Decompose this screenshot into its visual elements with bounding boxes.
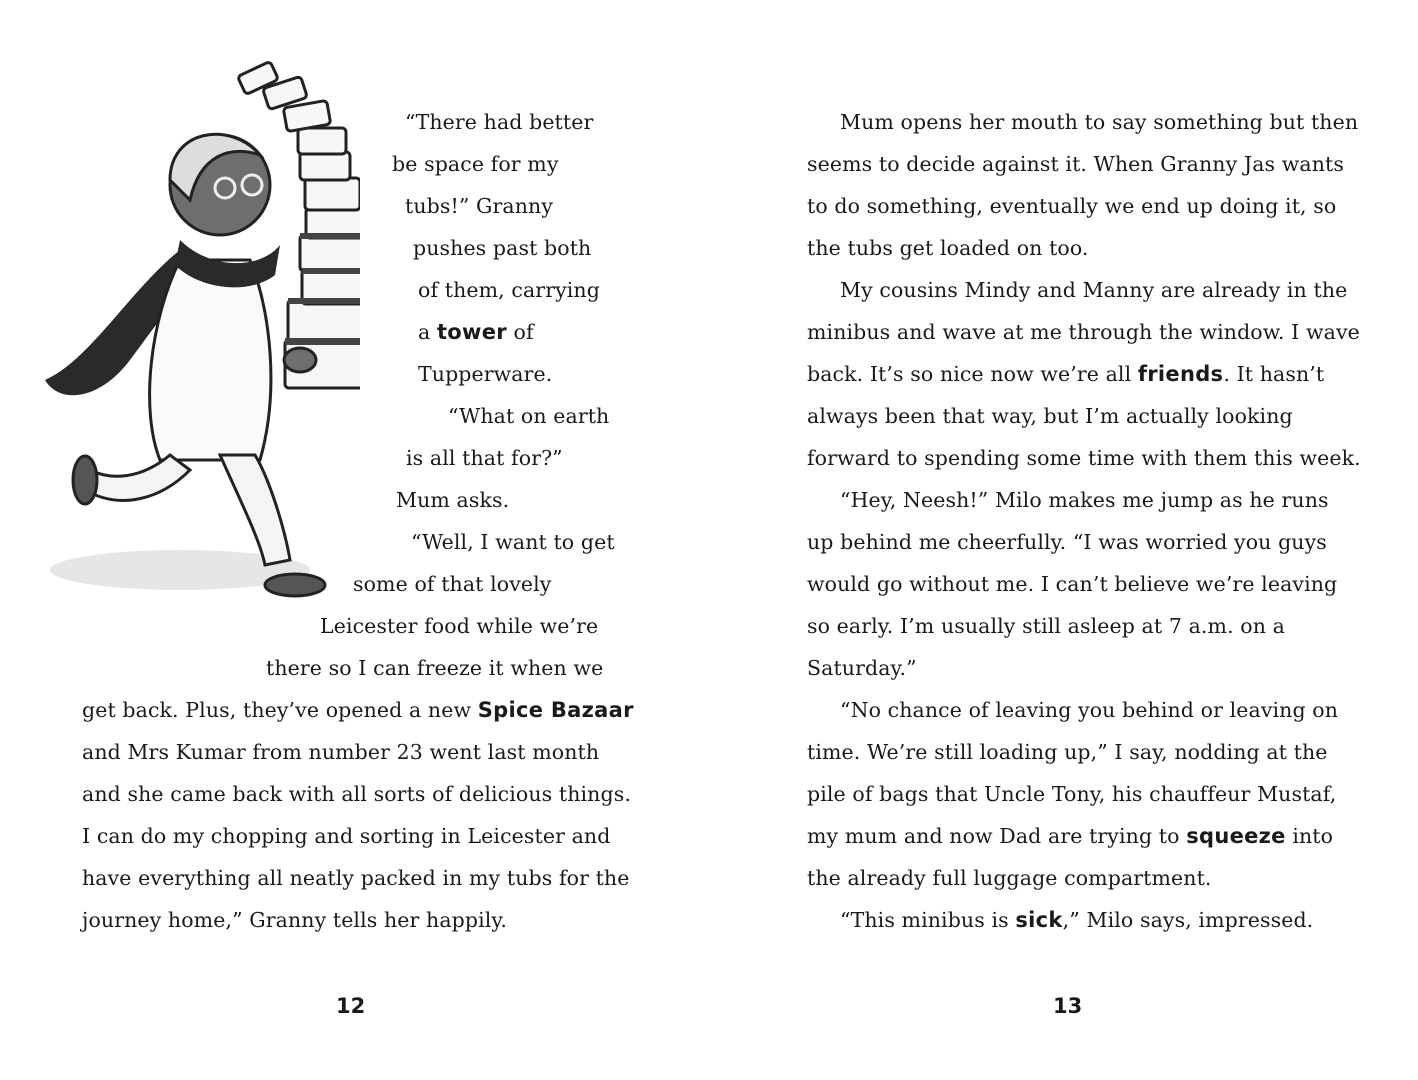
- text-segment: my mum and now Dad are trying to: [807, 824, 1187, 848]
- text-segment: journey home,” Granny tells her happily.: [82, 908, 507, 932]
- text-segment: My cousins Mindy and Manny are already in the: [840, 278, 1348, 302]
- text-line: [392, 150, 559, 178]
- text-line: [807, 822, 1333, 850]
- text-line: [405, 192, 553, 220]
- text-segment: Leicester food while we’re: [320, 614, 599, 638]
- text-segment: so early. I’m usually still asleep at 7 a.m. on a: [807, 614, 1285, 638]
- page-number: 12: [336, 994, 366, 1018]
- text-segment: up behind me cheerfully. “I was worried you guys: [807, 530, 1327, 554]
- text-line: [807, 360, 1324, 388]
- text-line: [413, 234, 591, 262]
- text-segment: ,” Milo says, impressed.: [1062, 908, 1314, 932]
- text-segment: Mum opens her mouth to say something but then: [840, 110, 1359, 134]
- text-line: [807, 738, 1328, 766]
- text-line: [82, 780, 631, 808]
- emphasized-word: Spice Bazaar: [477, 698, 634, 722]
- text-line: [320, 612, 598, 640]
- text-line: [418, 276, 600, 304]
- text-line: [807, 864, 1212, 892]
- text-line: [840, 276, 1347, 304]
- text-segment: the tubs get loaded on too.: [807, 236, 1089, 260]
- text-segment: some of that lovely: [353, 572, 552, 596]
- text-line: [82, 906, 507, 934]
- text-line: [418, 318, 534, 346]
- text-line: [807, 444, 1361, 472]
- text-line: [807, 570, 1337, 598]
- text-line: [418, 360, 552, 388]
- text-segment: “There had better: [405, 110, 594, 134]
- text-line: [807, 402, 1293, 430]
- text-line: [82, 696, 634, 724]
- text-line: [405, 108, 593, 136]
- text-segment: minibus and wave at me through the window. I wave: [807, 320, 1360, 344]
- text-segment: I can do my chopping and sorting in Leicester and: [82, 824, 611, 848]
- text-segment: into: [1285, 824, 1334, 848]
- text-segment: would go without me. I can’t believe we’re leaving: [807, 572, 1338, 596]
- text-line: [406, 444, 563, 472]
- text-line: [840, 108, 1358, 136]
- text-segment: have everything all neatly packed in my tubs for the: [82, 866, 630, 890]
- text-segment: and Mrs Kumar from number 23 went last month: [82, 740, 600, 764]
- text-line: [448, 402, 609, 430]
- text-segment: always been that way, but I’m actually looking: [807, 404, 1293, 428]
- text-segment: is all that for?”: [406, 446, 563, 470]
- text-segment: time. We’re still loading up,” I say, nodding at the: [807, 740, 1328, 764]
- text-line: [807, 234, 1089, 262]
- right-page: [709, 0, 1418, 1080]
- text-segment: the already full luggage compartment.: [807, 866, 1212, 890]
- text-segment: forward to spending some time with them this week.: [807, 446, 1361, 470]
- text-line: [266, 654, 603, 682]
- text-segment: there so I can freeze it when we: [266, 656, 604, 680]
- text-line: [411, 528, 615, 556]
- text-line: [807, 612, 1285, 640]
- text-line: [353, 570, 551, 598]
- text-line: [840, 486, 1329, 514]
- text-segment: Saturday.”: [807, 656, 917, 680]
- text-segment: of them, carrying: [418, 278, 600, 302]
- text-segment: seems to decide against it. When Granny Jas wants: [807, 152, 1344, 176]
- text-segment: pushes past both: [413, 236, 592, 260]
- text-line: [807, 318, 1360, 346]
- text-segment: and she came back with all sorts of delicious things.: [82, 782, 631, 806]
- text-segment: “Hey, Neesh!” Milo makes me jump as he runs: [840, 488, 1329, 512]
- text-line: [807, 654, 917, 682]
- text-segment: of: [506, 320, 534, 344]
- text-segment: be space for my: [392, 152, 559, 176]
- text-segment: Tupperware.: [418, 362, 553, 386]
- emphasized-word: friends: [1137, 362, 1224, 386]
- text-segment: get back. Plus, they’ve opened a new: [82, 698, 478, 722]
- text-segment: to do something, eventually we end up doing it, so: [807, 194, 1337, 218]
- text-line: [82, 738, 599, 766]
- text-line: [82, 864, 629, 892]
- text-line: [396, 486, 509, 514]
- text-line: [807, 780, 1336, 808]
- text-line: [840, 696, 1338, 724]
- text-segment: pile of bags that Uncle Tony, his chauffeur Mustaf,: [807, 782, 1337, 806]
- text-line: [82, 822, 610, 850]
- text-segment: . It hasn’t: [1223, 362, 1325, 386]
- page-number: 13: [1053, 994, 1083, 1018]
- text-line: [807, 150, 1344, 178]
- text-segment: tubs!” Granny: [405, 194, 554, 218]
- emphasized-word: tower: [436, 320, 507, 344]
- granny-carrying-tubs-illustration: [30, 60, 360, 620]
- text-line: [807, 192, 1336, 220]
- text-segment: “This minibus is: [840, 908, 1016, 932]
- text-segment: a: [418, 320, 437, 344]
- text-line: [807, 528, 1327, 556]
- text-segment: back. It’s so nice now we’re all: [807, 362, 1138, 386]
- emphasized-word: squeeze: [1186, 824, 1286, 848]
- text-segment: “What on earth: [448, 404, 610, 428]
- text-line: [840, 906, 1313, 934]
- text-segment: Mum asks.: [396, 488, 510, 512]
- text-segment: “No chance of leaving you behind or leaving on: [840, 698, 1339, 722]
- emphasized-word: sick: [1015, 908, 1063, 932]
- text-segment: “Well, I want to get: [411, 530, 615, 554]
